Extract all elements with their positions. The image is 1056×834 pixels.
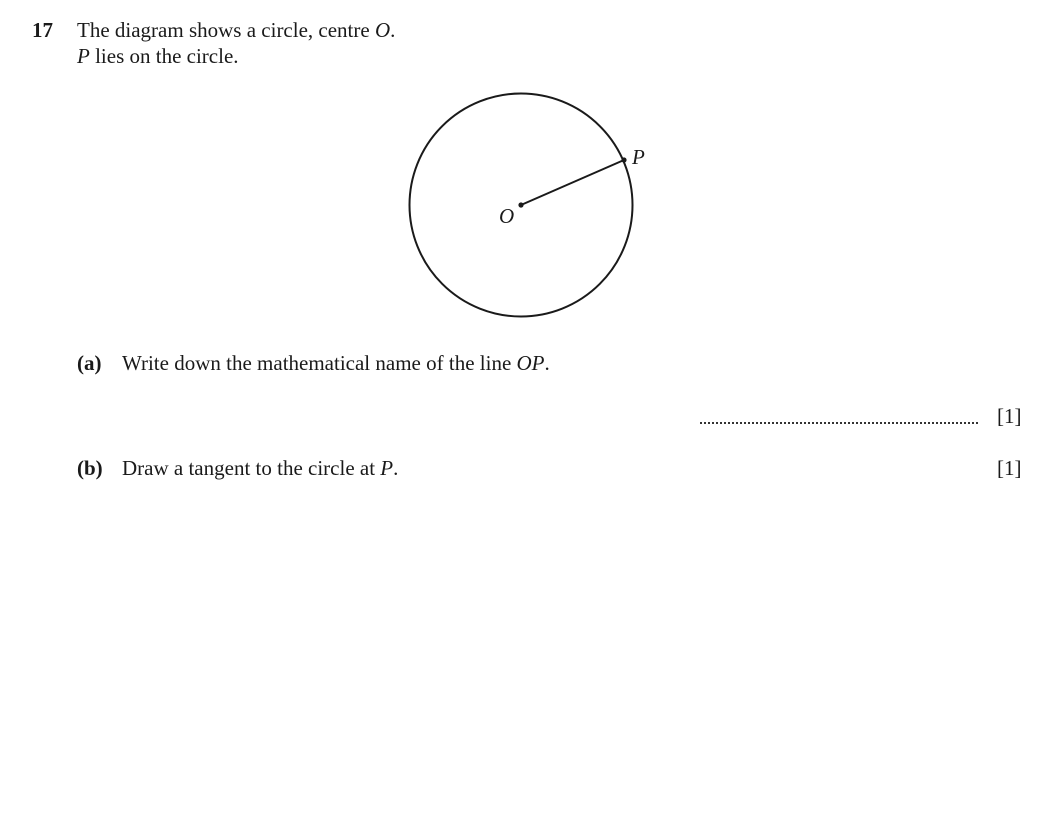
part-b-period: .	[393, 456, 399, 480]
question-stem-line-1	[77, 20, 395, 41]
part-b-label: (b)	[77, 456, 103, 480]
point-p	[621, 157, 626, 162]
radius-line-op	[521, 160, 624, 205]
part-b-question	[122, 458, 398, 479]
stem-period: .	[390, 18, 396, 42]
part-b-marks: [1]	[997, 456, 1022, 480]
centre-point-o	[518, 202, 523, 207]
part-a-label: (a)	[77, 351, 102, 375]
stem-text-2: lies on the circle.	[95, 44, 239, 68]
part-b-variable: P	[380, 456, 394, 480]
part-a-question	[122, 353, 550, 374]
circle-diagram	[390, 80, 670, 330]
stem-variable-p: P	[77, 44, 90, 68]
stem-variable-o: O	[374, 18, 391, 42]
question-number: 17	[32, 18, 53, 42]
label-o: O	[499, 204, 515, 228]
answer-line[interactable]	[700, 422, 978, 424]
part-a-marks: [1]	[997, 404, 1022, 428]
part-a-variable: OP	[516, 351, 545, 375]
question-stem-line-2	[77, 46, 239, 67]
stem-text: The diagram shows a circle, centre	[77, 18, 370, 42]
part-a-text: Write down the mathematical name of the line	[122, 351, 512, 375]
part-b-text: Draw a tangent to the circle at	[122, 456, 376, 480]
part-a-period: .	[544, 351, 550, 375]
label-p: P	[632, 145, 645, 169]
